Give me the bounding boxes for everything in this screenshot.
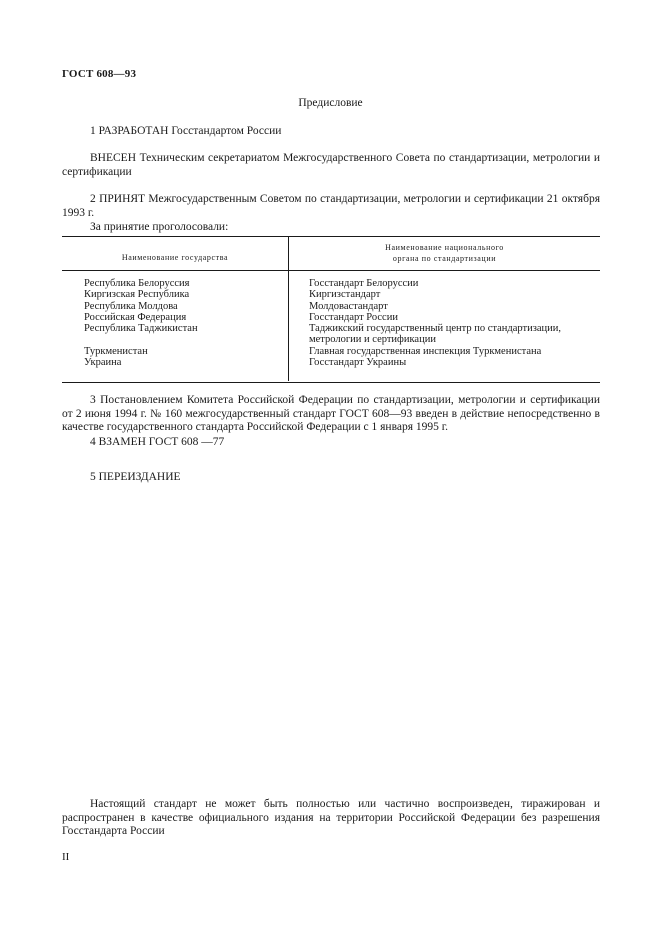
- table-bodies-column: [309, 278, 599, 368]
- paragraph-replaces: [62, 436, 600, 450]
- paragraph-reissue-text: 5 ПЕРЕИЗДАНИЕ: [90, 471, 181, 483]
- table-states-column: [84, 278, 284, 368]
- table-cell-state: Республика Белоруссия: [84, 278, 190, 289]
- standard-code-header: ГОСТ 608—93: [62, 68, 137, 80]
- paragraph-voted-text: За принятие проголосовали:: [90, 221, 229, 233]
- paragraph-developed: [62, 125, 600, 139]
- copyright-notice-text: Настоящий стандарт не может быть полностью или частично воспроизведен, тиражирован и распространен в качестве официального издания на территории Российской Федерации без разрешения Госстандарта России: [62, 798, 600, 837]
- paragraph-adopted-text: 2 ПРИНЯТ Межгосударственным Советом по стандартизации, метрологии и сертификации 21 октября 1993 г.: [62, 193, 600, 219]
- table-cell-body: Киргизстандарт: [309, 289, 381, 301]
- paragraph-introduced: [62, 152, 600, 179]
- table-cell-body: Молдовастандарт: [309, 300, 388, 312]
- table-header-body-line2: органа по стандартизации: [392, 254, 497, 263]
- preface-title: Предисловие: [298, 97, 363, 109]
- table-cell-state: Туркменистан: [84, 345, 148, 357]
- paragraph-developed-text: 1 РАЗРАБОТАН Госстандартом России: [90, 125, 282, 137]
- table-cell-state: Республика Молдова: [84, 300, 178, 312]
- table-header-body-line1: Наименование национального: [385, 243, 504, 252]
- paragraph-voted: [62, 221, 600, 235]
- copyright-notice: [62, 798, 600, 839]
- paragraph-reissue: [62, 471, 600, 485]
- voting-table: [62, 236, 600, 383]
- table-row-spacer: [84, 334, 284, 345]
- table-cell-body: Госстандарт Украины: [309, 357, 407, 369]
- paragraph-introduced-text: ВНЕСЕН Техническим секретариатом Межгосударственного Совета по стандартизации, метрологии и сертификации: [62, 152, 600, 178]
- table-cell-state: Российская Федерация: [84, 311, 187, 323]
- table-cell-state: Киргизская Республика: [84, 289, 190, 301]
- table-cell-body: Главная государственная инспекция Туркменистана: [309, 345, 542, 357]
- table-header-body: [289, 242, 600, 264]
- page-number: II: [62, 851, 70, 863]
- table-header-divider: [62, 270, 600, 271]
- table-header-state: Наименование государства: [121, 253, 229, 262]
- paragraph-decree: [62, 394, 600, 435]
- table-cell-body: Госстандарт Белоруссии: [309, 278, 419, 289]
- table-cell-state: Украина: [84, 357, 122, 369]
- table-cell-body: Таджикский государственный центр по стандартизации,: [309, 323, 562, 335]
- table-cell-body-continued: метрологии и сертификации: [309, 334, 436, 346]
- table-cell-state: Республика Таджикистан: [84, 323, 198, 335]
- table-cell-body: Госстандарт России: [309, 311, 398, 323]
- paragraph-replaces-text: 4 ВЗАМЕН ГОСТ 608 —77: [90, 436, 225, 448]
- paragraph-adopted: [62, 193, 600, 220]
- paragraph-decree-text: 3 Постановлением Комитета Российской Федерации по стандартизации, метрологии и сертификации от 2 июня 1994 г. № 160 межгосударственный стандарт ГОСТ 608—93 введен в действие непосредственно в качестве государственного стандарта Российской Федерации с 1 января 1995 г.: [62, 394, 600, 433]
